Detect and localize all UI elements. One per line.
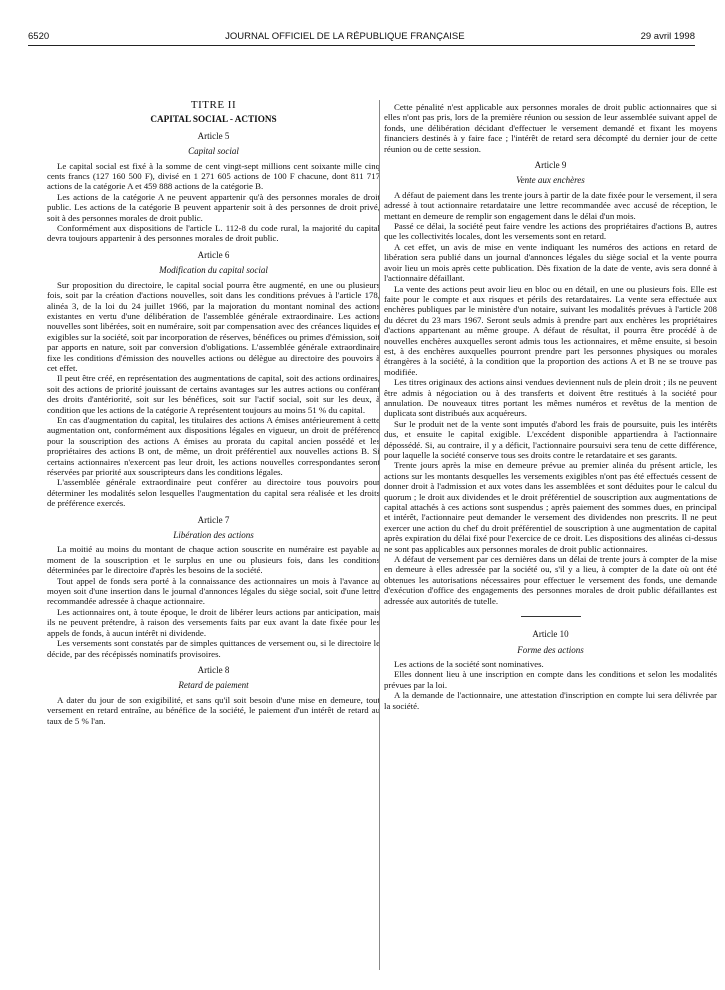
- right-column: [384, 102, 717, 970]
- titre-heading: TITRE II: [190, 100, 237, 111]
- paragraph: A la demande de l'actionnaire, une attestation d'inscription en compte lui sera délivrée par la société.: [384, 690, 717, 711]
- issue-date: 29 avril 1998: [640, 31, 695, 42]
- paragraph: Tout appel de fonds sera porté à la connaissance des actionnaires un mois à l'avance au moyen soit d'une insertion dans le journal d'annonces légales du siège social, soit d'une lettre recommandée adressée à chaque actionnaire.: [47, 575, 380, 607]
- paragraph: Les titres originaux des actions ainsi vendues deviennent nuls de plein droit ; ils ne peuvent être admis à négociation ou à des transferts et doivent être restitués à la société pour annulation. De nouveaux titres portant les mêmes numéros et revêtus de la mention de duplicata sont distribués aux acquéreurs.: [384, 377, 717, 419]
- paragraph: Conformément aux dispositions de l'article L. 112-8 du code rural, la majorité du capital devra toujours appartenir à des personnes morales de droit public.: [47, 223, 380, 244]
- paragraph: En cas d'augmentation du capital, les titulaires des actions A émises antérieurement à cette augmentation ont, conformément aux dispositions légales en vigueur, un droit de préférence pour la souscription des actions A émises au prorata du capital ancien possédé et les propriétaires des actions B ont, de même, un droit préférentiel aux nouvelles actions B. Si certains actionnaires n'exercent pas leur droit, les actions nouvelles correspondantes seront réservées par priorité aux souscripteurs dans les conditions légales.: [47, 414, 380, 477]
- article-8-title: Retard de paiement: [178, 680, 249, 691]
- article-10-title: Forme des actions: [517, 644, 584, 655]
- paragraph: Passé ce délai, la société peut faire vendre les actions des propriétaires d'actions B, autres que les collectivités locales, dont les versements sont en retard.: [384, 221, 717, 242]
- paragraph: Elles donnent lieu à une inscription en compte dans les conditions et selon les modalités prévues par la loi.: [384, 669, 717, 690]
- paragraph: Sur proposition du directoire, le capital social pourra être augmenté, en une ou plusieurs fois, soit par la création d'actions nouvelles, soit dans les conditions prévues à l'article 178, alinéa 3, de la loi du 24 juillet 1966, par la majoration du montant nominal des actions existantes en vertu d'une délibération de l'assemblée générale extraordinaire. Les actions nouvelles sont libérées, soit en numéraire, soit par compensation avec des créances liquides et exigibles sur la société, soit par incorporation de réserves, bénéfices ou primes d'émission, soit par apports en nature, soit par conversion d'obligations. L'assemblée générale extraordinaire fixe les conditions d'émission des nouvelles actions ou délègue au directoire des pouvoirs à cet effet.: [47, 279, 380, 373]
- page-header: [28, 24, 695, 46]
- titre-subheading: CAPITAL SOCIAL - ACTIONS: [150, 114, 277, 125]
- column-divider: [379, 100, 380, 970]
- article-5-title: Capital social: [188, 146, 239, 157]
- article-9-heading: Article 9: [534, 160, 567, 171]
- paragraph: Sur le produit net de la vente sont imputés d'abord les frais de poursuite, puis les intérêts dus, et ensuite le capital exigible. L'excédent disponible appartiendra à l'actionnaire dépossédé. Si, au contraire, il y a déficit, l'actionnaire poursuivi sera tenu de cette différence, pour laquelle la société conserve tous ses droits contre le retardataire et ses garants.: [384, 418, 717, 460]
- article-8-heading: Article 8: [197, 664, 230, 675]
- section-rule: [521, 616, 581, 617]
- paragraph: Il peut être créé, en représentation des augmentations de capital, soit des actions ordinaires, soit des actions de priorité jouissant de certains avantages sur les autres actions ou conférant des droits d'antériorité, soit sur les bénéfices, soit sur l'actif social, soit sur les deux, à condition que les actions de la catégorie A représentent toujours au moins 51 % du capital.: [47, 373, 380, 415]
- paragraph: A défaut de paiement dans les trente jours à partir de la date fixée pour le versement, il sera adressé à tout actionnaire retardataire une lettre recommandée avec accusé de réception, le mettant en demeure de remplir son engagement dans le délai d'un mois.: [384, 189, 717, 221]
- paragraph: La moitié au moins du montant de chaque action souscrite en numéraire est payable au moment de la souscription et le surplus en une ou plusieurs fois, dans les conditions déterminées par le directoire d'après les besoins de la société.: [47, 544, 380, 576]
- article-9-title: Vente aux enchères: [516, 175, 585, 186]
- journal-title: JOURNAL OFFICIEL DE LA RÉPUBLIQUE FRANÇAISE: [225, 31, 465, 42]
- paragraph: A défaut de versement par ces dernières dans un délai de trente jours à compter de la mise en demeure à elles adressée par la société ou, s'il y a lieu, à compter de la date où ont été obtenues les autorisations nécessaires pour effectuer le versement des fonds, une demande d'exécution d'office des engagements des personnes morales de droit public défaillantes est adressée aux autorités de tutelle.: [384, 554, 717, 606]
- left-column: [47, 100, 380, 970]
- article-7-title: Libération des actions: [173, 530, 254, 541]
- paragraph: Les actionnaires ont, à toute époque, le droit de libérer leurs actions par anticipation, mais ils ne peuvent prétendre, à raison des versements faits par eux avant la date fixée pour les appels de fonds, à aucun intérêt ni dividende.: [47, 606, 380, 638]
- paragraph: Les versements sont constatés par de simples quittances de versement ou, si le directoire le décide, par des récépissés nominatifs provisoires.: [47, 638, 380, 659]
- paragraph: Les actions de la société sont nominatives.: [394, 658, 544, 669]
- paragraph: Le capital social est fixé à la somme de cent vingt-sept millions cent soixante mille cinq cents francs (127 160 500 F), divisé en 1 271 605 actions de 100 F chacune, dont 811 717 actions de la catégorie A et 459 888 actions de la catégorie B.: [47, 160, 380, 192]
- paragraph: Trente jours après la mise en demeure prévue au premier alinéa du présent article, les actions sur les montants desquelles les versements exigibles n'ont pas été effectués cessent de donner droit à l'admission et aux votes dans les assemblées et sont déduites pour le calcul du quorum ; le droit aux dividendes et le droit préférentiel de souscription aux augmentations de capital attachés à ces actions sont suspendus ; après paiement des sommes dues, en principal et intérêt, l'actionnaire peut demander le versement des dividendes non prescrits. Il ne peut exercer une action du chef du droit préférentiel de souscription à une augmentation de capital après expiration du délai fixé pour l'exercice de ce droit. Les dispositions des alinéas ci-dessus ne sont pas applicables aux personnes morales de droit public actionnaires.: [384, 460, 717, 554]
- article-6-title: Modification du capital social: [159, 265, 268, 276]
- paragraph: A cet effet, un avis de mise en vente indiquant les numéros des actions en retard de libération sera publié dans un journal d'annonces légales du siège social et la vente pourra avoir lieu un mois après cette publication. Dès fixation de la date de vente, avis sera donné à l'actionnaire défaillant.: [384, 241, 717, 284]
- paragraph: L'assemblée générale extraordinaire peut conférer au directoire tous pouvoirs pour déterminer les modalités selon lesquelles l'augmentation du capital sera réalisée et les droits de préférence exercés.: [47, 477, 380, 509]
- article-7-heading: Article 7: [197, 514, 230, 525]
- article-5-heading: Article 5: [197, 130, 230, 141]
- article-10-heading: Article 10: [532, 629, 569, 640]
- paragraph: A dater du jour de son exigibilité, et sans qu'il soit besoin d'une mise en demeure, tout versement en retard entraîne, au bénéfice de la société, le paiement d'un intérêt de retard au taux de 5 % l'an.: [47, 694, 380, 726]
- page-number: 6520: [28, 31, 50, 42]
- paragraph: Cette pénalité n'est applicable aux personnes morales de droit public actionnaires que si elles n'ont pas pris, lors de la première réunion ou session de leur assemblée suivant appel de fonds, une délibération décidant d'effectuer le versement demandé et fixant les moyens financiers destinés à y faire face ; l'intérêt de retard sera décompté du dernier jour de cette réunion ou de cette session.: [384, 102, 717, 154]
- paragraph: La vente des actions peut avoir lieu en bloc ou en détail, en une ou plusieurs fois. Elle est faite pour le compte et aux risques et périls des retardataires. La vente sera effectuée aux enchères publiques par le ministère d'un notaire, suivant les modalités prévues à l'article 208 du décret du 23 mars 1967. Seront seuls admis à prendre part aux enchères les propriétaires d'actions appartenant au même groupe. A défaut de résultat, il pourra être procédé à de nouvelles enchères auxquelles seront admis tous les actionnaires, et même ensuite, si besoin est, à des enchères auxquelles pourront prendre part les personnes physiques ou morales étrangères à la société, à la condition que la proportion des actions A et B ne se trouve pas modifiée.: [384, 283, 717, 377]
- paragraph: Les actions de la catégorie A ne peuvent appartenir qu'à des personnes morales de droit public. Les actions de la catégorie B peuvent appartenir soit à des personnes de droit privé, soit à des personnes morales de droit public.: [47, 191, 380, 223]
- article-6-heading: Article 6: [197, 249, 230, 260]
